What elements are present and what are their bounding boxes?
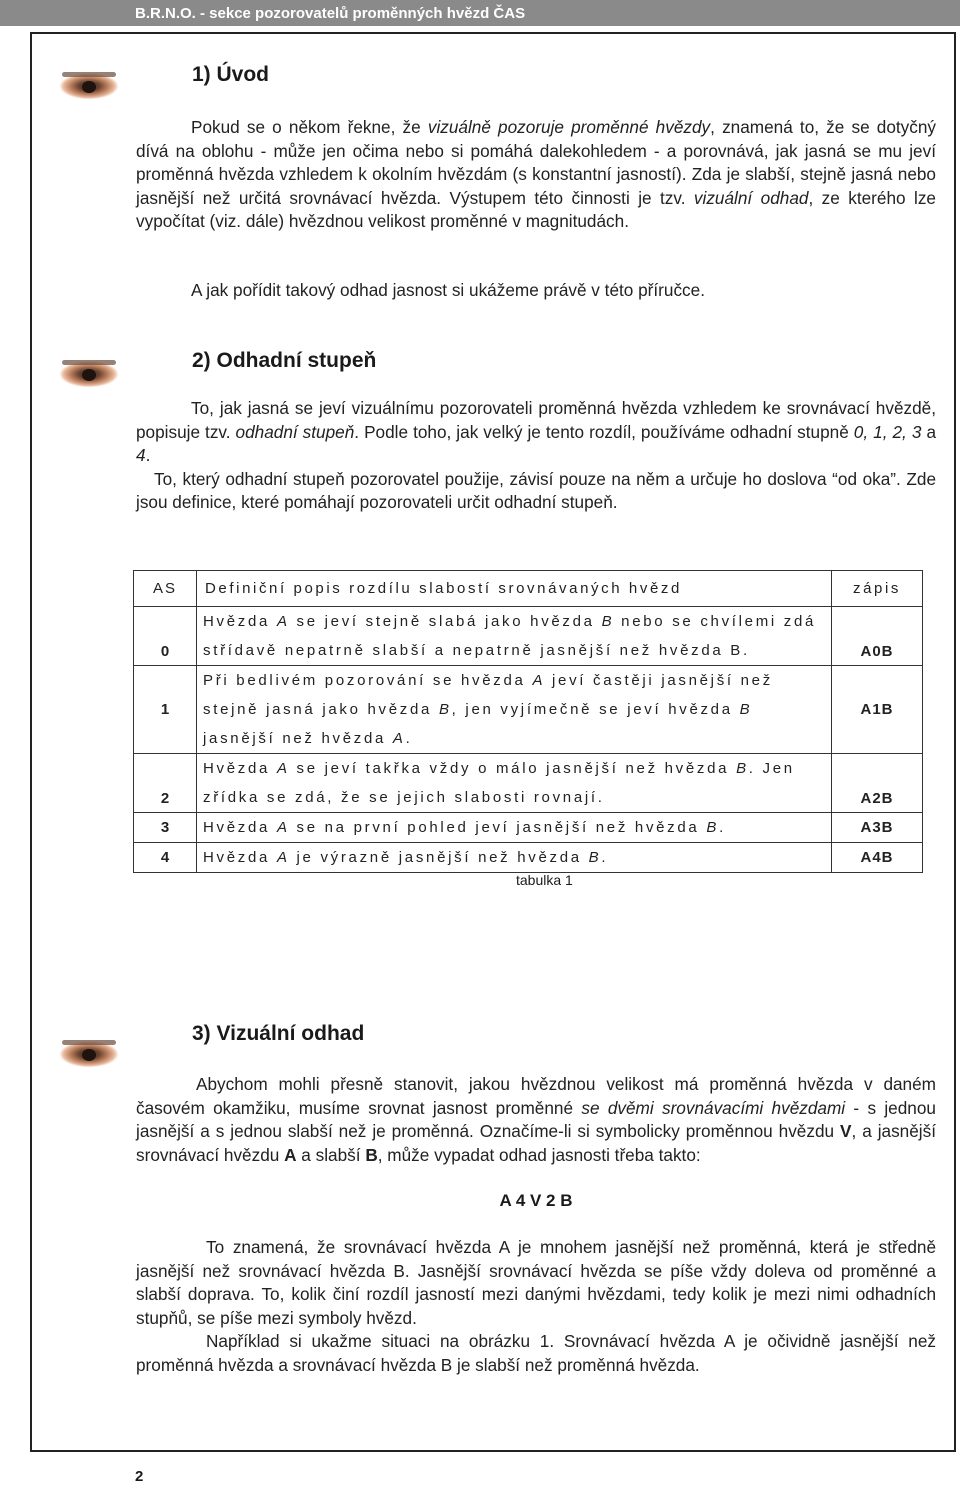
- text-run: , a jasnější srovnávací hvězdu: [136, 1121, 936, 1165]
- text-run: To, jak jasná se jeví vizuálnímu pozorovateli proměnná hvězda vzhledem ke srovnávací hvězdě, popisuje tzv.: [136, 398, 936, 442]
- text-run: a: [921, 421, 936, 442]
- text-run: je výrazně jasnější než hvězda: [289, 849, 589, 866]
- intro-closing: A jak pořídit takový odhad jasnost si ukážeme právě v této příručce.: [191, 280, 705, 300]
- star-symbol: B: [739, 701, 753, 718]
- text-run: .: [719, 819, 726, 836]
- emphasis: odhadní stupeň: [235, 421, 355, 442]
- grade-value: 2: [134, 754, 197, 813]
- star-symbol: A: [276, 613, 290, 630]
- text-run: , může vypadat odhad jasnosti třeba takto:: [377, 1144, 701, 1165]
- grade-record: A2B: [832, 754, 923, 813]
- grade-record: A4B: [832, 843, 923, 873]
- grade-value: 0: [134, 607, 197, 666]
- formula-explanation-1: To znamená, že srovnávací hvězda A je mnohem jasnější než proměnná, která je středně jasnější než srovnávací hvězda B. Jasnější srovnávací hvězda se píše vždy doleva od proměnné a slabší doprava. To, kolik činí rozdíl jasností mezi danými hvězdami, tedy kolik je mezi nimi odhadních stupňů, se píše mezi symboly hvězd.: [136, 1237, 936, 1328]
- star-symbol: B: [601, 613, 615, 630]
- intro-paragraph: [136, 116, 936, 234]
- star-symbol: B: [588, 849, 602, 866]
- text-run: nebo se chvílemi zdá střídavě nepatrně slabší a nepatrně jasnější než hvězda B.: [203, 613, 817, 659]
- table-row: [134, 607, 923, 666]
- grade-record: A1B: [832, 666, 923, 754]
- text-run: Při bedlivém pozorování se hvězda: [203, 672, 533, 689]
- text-run: . Jen zřídka se zdá, že se jejich slabosti rovnají.: [203, 760, 795, 806]
- star-symbol: B: [736, 760, 749, 777]
- col-header-record: zápis: [832, 571, 923, 607]
- formula-explanation-2: Například si ukažme situaci na obrázku 1. Srovnávací hvězda A je očividně jasnější než proměnná hvězda a srovnávací hvězda B je slabší než proměnná hvězda.: [136, 1331, 936, 1375]
- table-row: [134, 813, 923, 843]
- star-symbol: B: [438, 701, 452, 718]
- text-run: . Podle toho, jak velký je tento rozdíl, používáme odhadní stupně: [354, 421, 854, 442]
- visual-estimate-paragraph: [136, 1073, 936, 1167]
- grade-definition: [197, 666, 832, 754]
- text-run: Hvězda: [203, 613, 277, 630]
- header-title: B.R.N.O. - sekce pozorovatelů proměnných hvězd ČAS: [135, 5, 526, 22]
- page-number: 2: [135, 1468, 144, 1485]
- eye-icon: [56, 350, 122, 394]
- text-run: .: [601, 849, 609, 866]
- text-run: - s jednou jasnější a s jednou slabší než je proměnná. Označíme-li si symbolicky proměnnou hvězdu: [136, 1097, 936, 1142]
- table-header-row: [134, 571, 923, 607]
- text-run: Hvězda: [203, 819, 277, 836]
- eye-icon: [56, 62, 122, 106]
- grade-record: A3B: [832, 813, 923, 843]
- emphasis: 4: [136, 445, 146, 466]
- text-run: Abychom mohli přesně stanovit, jakou hvězdnou velikost má proměnná hvězda v daném časovém okamžiku, musíme srovnat jasnost proměnné: [136, 1074, 936, 1118]
- star-symbol: A: [276, 760, 290, 777]
- table-row: [134, 843, 923, 873]
- grade-definition: [197, 813, 832, 843]
- text-run: jasnější než hvězda: [203, 730, 393, 747]
- grade-record: A0B: [832, 607, 923, 666]
- text-run: se jeví takřka vždy o málo jasnější než hvězda: [289, 760, 737, 777]
- text-run: Hvězda: [203, 849, 277, 866]
- header-bar: [0, 0, 960, 26]
- text-run: se na první pohled jeví jasnější než hvězda: [289, 819, 707, 836]
- grade-paragraph: [136, 397, 936, 515]
- section-heading-intro: 1) Úvod: [192, 63, 270, 86]
- star-symbol: A: [532, 672, 546, 689]
- grade-table: [133, 570, 923, 873]
- emphasis: vizuálně pozoruje proměnné hvězdy: [427, 117, 711, 137]
- text-run: se jeví stejně slabá jako hvězda: [289, 613, 602, 630]
- estimate-formula: A 4 V 2 B: [499, 1191, 573, 1210]
- grade-value: 4: [134, 843, 197, 873]
- section-heading-visual-estimate: 3) Vizuální odhad: [192, 1022, 365, 1045]
- text-run: jeví častěji jasnější než stejně jasná jako hvězda: [203, 672, 773, 718]
- text-run: .: [145, 445, 151, 466]
- table-row: [134, 666, 923, 754]
- emphasis: 0, 1, 2, 3: [853, 421, 922, 442]
- text-run: Hvězda: [203, 760, 277, 777]
- emphasis: vizuální odhad: [693, 187, 809, 208]
- symbol-variable-star: V: [840, 1121, 852, 1142]
- star-symbol: B: [706, 819, 720, 836]
- text-run: .: [405, 730, 413, 747]
- grade-definition: [197, 843, 832, 873]
- grade-definition: [197, 607, 832, 666]
- symbol-comparison-star-a: A: [284, 1144, 297, 1165]
- grade-value: 1: [134, 666, 197, 754]
- emphasis: se dvěmi srovnávacími hvězdami: [581, 1097, 846, 1118]
- text-run: , ze kterého lze vypočítat (viz. dále) hvězdnou velikost proměnné v magnitudách.: [136, 187, 936, 232]
- star-symbol: A: [392, 730, 406, 747]
- grade-value: 3: [134, 813, 197, 843]
- grade-paragraph-2: To, který odhadní stupeň pozorovatel použije, závisí pouze na něm a určuje ho doslova “od oka”. Zde jsou definice, které pomáhají pozorovateli určit odhadní stupeň.: [136, 468, 936, 513]
- col-header-as: AS: [134, 571, 197, 607]
- eye-icon: [56, 1030, 122, 1074]
- formula-explanation: [136, 1236, 936, 1378]
- text-run: , jen vyjímečně se jeví hvězda: [451, 701, 740, 718]
- table-row: [134, 754, 923, 813]
- section-heading-estimate-grade: 2) Odhadní stupeň: [192, 349, 377, 372]
- col-header-definition: Definiční popis rozdílu slabostí srovnávaných hvězd: [197, 571, 832, 607]
- text-run: , znamená to, že se dotyčný dívá na oblohu - může jen očima nebo si pomáhá dalekohledem - a porovnává, jak jasná se mu jeví proměnná hvězda vzhledem k okolním hvězdám (s konstantní jasností). Zda je slabší, stejně jasná nebo jasnější než určitá srovnávací hvězda. Výstupem této činnosti je tzv.: [136, 117, 937, 208]
- symbol-comparison-star-b: B: [365, 1144, 378, 1165]
- star-symbol: A: [276, 819, 290, 836]
- text-run: a slabší: [296, 1144, 366, 1165]
- star-symbol: A: [276, 849, 290, 866]
- table-caption: tabulka 1: [516, 872, 573, 888]
- grade-definition: [197, 754, 832, 813]
- text-run: Pokud se o někom řekne, že: [191, 117, 428, 137]
